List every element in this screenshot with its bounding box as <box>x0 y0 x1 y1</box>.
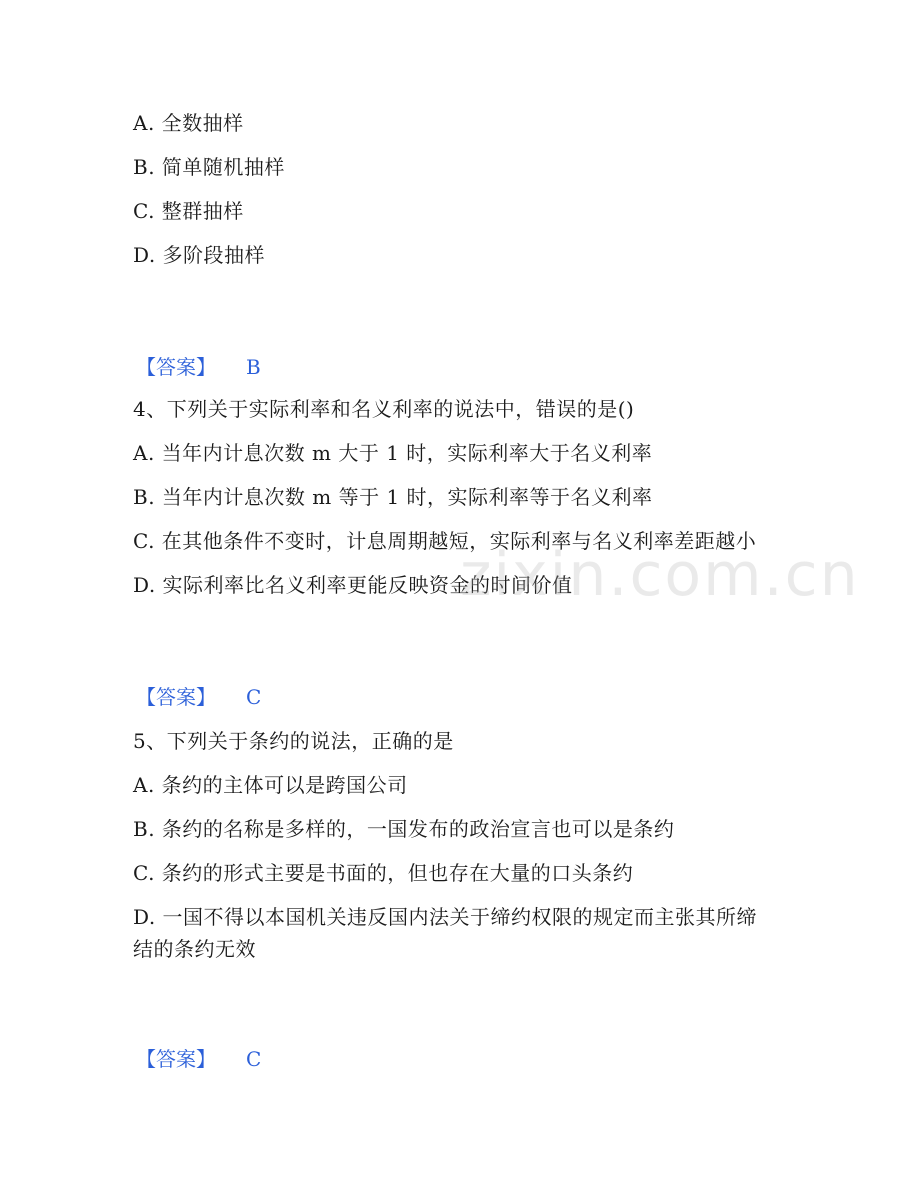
answer-value: B <box>246 355 261 379</box>
q5-answer <box>136 1044 261 1074</box>
q4-stem: 4、下列关于实际利率和名义利率的说法中，错误的是() <box>133 397 635 421</box>
q3-option-c: C. 整群抽样 <box>133 199 244 223</box>
q5-option-a: A. 条约的主体可以是跨国公司 <box>133 773 408 797</box>
q5-option-d-continued: 结的条约无效 <box>133 937 256 961</box>
q4-option-b: B. 当年内计息次数 m 等于 1 时，实际利率等于名义利率 <box>133 485 653 509</box>
q4-answer <box>136 682 261 712</box>
q4-option-a: A. 当年内计息次数 m 大于 1 时，实际利率大于名义利率 <box>133 441 653 465</box>
q4-option-d: D. 实际利率比名义利率更能反映资金的时间价值 <box>133 573 573 597</box>
q5-option-b: B. 条约的名称是多样的，一国发布的政治宣言也可以是条约 <box>133 817 675 841</box>
q5-stem: 5、下列关于条约的说法，正确的是 <box>133 729 454 753</box>
q5-option-c: C. 条约的形式主要是书面的，但也存在大量的口头条约 <box>133 861 634 885</box>
answer-label: 【答案】 <box>136 685 216 709</box>
q3-option-a: A. 全数抽样 <box>133 111 244 135</box>
answer-label: 【答案】 <box>136 1047 216 1071</box>
watermark: zixin.com.cn <box>460 540 860 610</box>
q3-answer <box>136 352 261 382</box>
answer-label: 【答案】 <box>136 355 216 379</box>
q3-option-d: D. 多阶段抽样 <box>133 243 266 267</box>
q3-option-b: B. 简单随机抽样 <box>133 155 285 179</box>
q5-option-d: D. 一国不得以本国机关违反国内法关于缔约权限的规定而主张其所缔 <box>133 905 758 929</box>
answer-value: C <box>246 685 262 709</box>
answer-value: C <box>246 1047 262 1071</box>
q4-option-c: C. 在其他条件不变时，计息周期越短，实际利率与名义利率差距越小 <box>133 529 757 553</box>
